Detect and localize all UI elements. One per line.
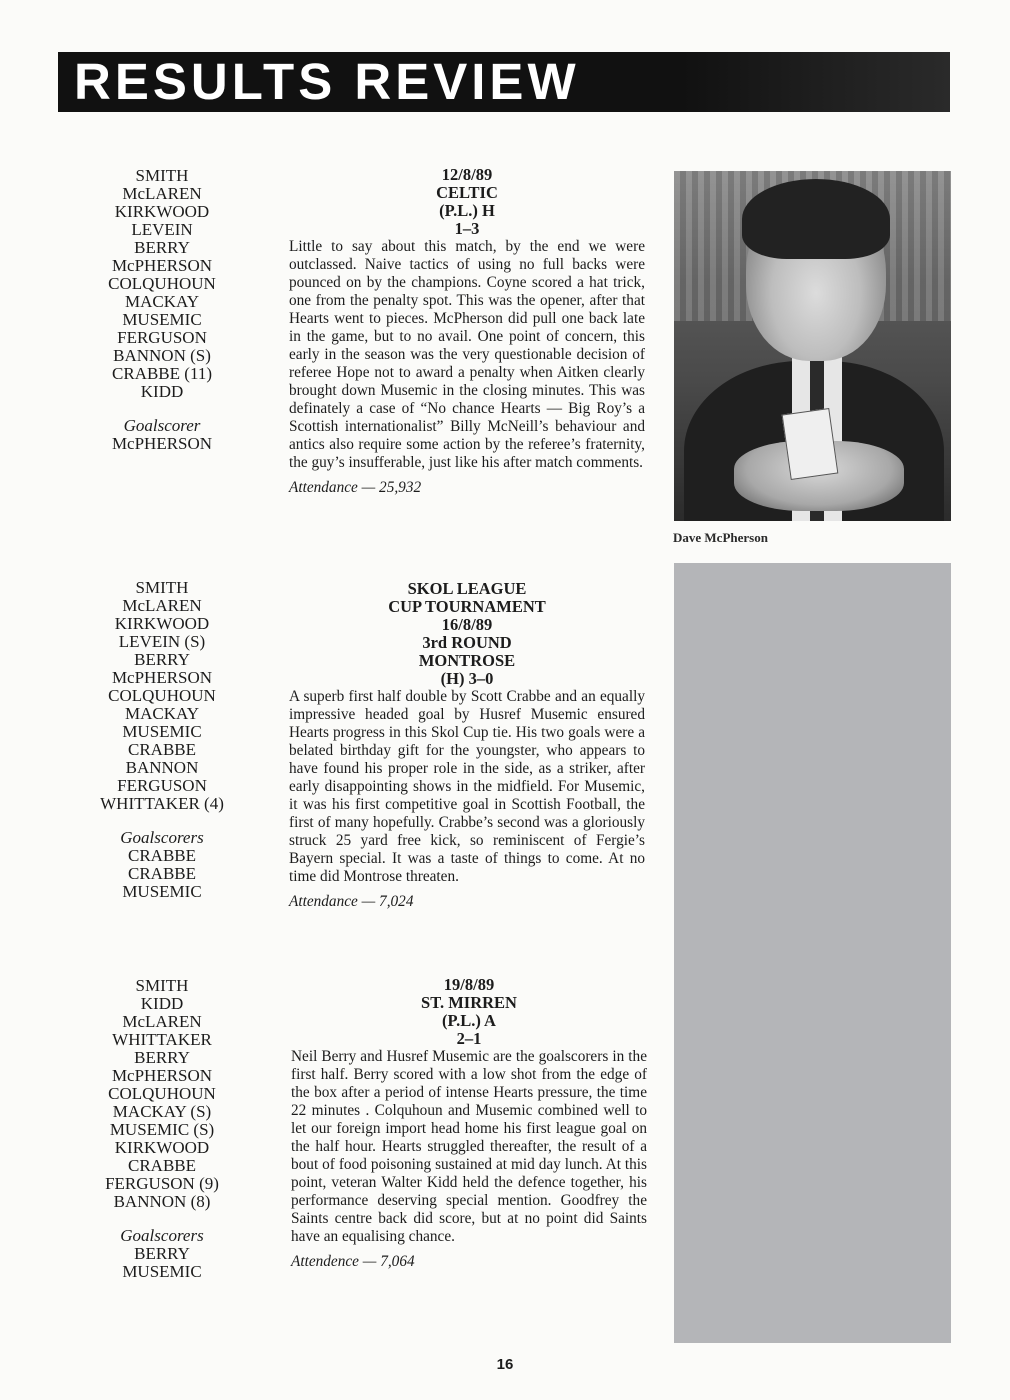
player-name: BANNON	[125, 758, 199, 777]
goalscorer-label: Goalscorers	[120, 1226, 204, 1245]
score: 1–3	[454, 219, 480, 238]
match-report	[291, 976, 647, 1271]
opponent: ST. MIRREN	[421, 993, 517, 1012]
player-name: FERGUSON	[117, 328, 207, 347]
player-name: MUSEMIC	[122, 310, 202, 329]
match-heading	[289, 580, 645, 688]
goalscorer-label: Goalscorers	[120, 828, 204, 847]
player-name: KIRKWOOD	[114, 1138, 210, 1157]
player-name: MACKAY	[124, 292, 199, 311]
match-report	[289, 166, 645, 497]
player-name: KIDD	[140, 382, 184, 401]
player-name: BERRY	[134, 650, 190, 669]
goalscorer-name: MUSEMIC	[122, 1262, 202, 1281]
page-number: 16	[496, 1356, 514, 1373]
report-text: Little to say about this match, by the end we were outclassed. Naive tactics of using no full backs were pounced on by the champions. Coyne scored a hat trick, one from the penalty spot. This was the opener, after that Hearts went to pieces. McPherson did pull one back late in the game, but to no avail. One point of concern, this early in the season was the very questionable decision of referee Hope not to award a penalty when Aitken clearly brought down Musemic in the closing minutes. This was definately a case of “No chance Hearts — Big Roy’s a Scottish internationalist” Billy McNeill’s behaviour and antics also require some action by the referee’s fraternity, the guy’s insufferable, just like his after match comments.	[289, 238, 645, 471]
player-name: KIDD	[140, 994, 184, 1013]
player-name: COLQUHOUN	[108, 1084, 216, 1103]
goalscorer-name: CRABBE	[127, 846, 197, 865]
player-name: McPHERSON	[111, 1066, 213, 1085]
goalscorer-name: McPHERSON	[111, 434, 213, 453]
player-name: SMITH	[135, 976, 189, 995]
venue-score: (H) 3–0	[440, 669, 494, 688]
player-name: LEVEIN	[131, 220, 193, 239]
player-name: BERRY	[134, 1048, 190, 1067]
player-name: FERGUSON	[117, 776, 207, 795]
competition-venue: (P.L.) H	[439, 201, 495, 220]
score: 2–1	[456, 1029, 482, 1048]
player-name: MUSEMIC	[122, 722, 202, 741]
report-text: A superb first half double by Scott Crabbe and an equally impressive headed goal by Husref Musemic ensured Hearts progress in this Skol Cup tie. His two goals were a belated birthday gift for the youngster, who appears to have found his proper role in the side, as a striker, after early disappointing shows in the midfield. For Musemic, it was his first competitive goal in Scottish Football, the first of many hopefully. Crabbe’s second was a gloriously struck 25 yard free kick, so reminiscent of Fergie’s Bayern special. It was a taste of things to come. At no time did Montrose threaten.	[289, 688, 645, 885]
competition-venue: (P.L.) A	[442, 1011, 496, 1030]
competition-name-2: CUP TOURNAMENT	[388, 597, 546, 616]
match-report	[289, 580, 645, 911]
player-name: McLAREN	[122, 596, 202, 615]
round: 3rd ROUND	[422, 633, 512, 652]
goalscorer-name: MUSEMIC	[122, 882, 202, 901]
player-name: CRABBE	[127, 1156, 197, 1175]
player-name: MUSEMIC (S)	[109, 1120, 215, 1139]
player-name: WHITTAKER	[112, 1030, 212, 1049]
player-name: BANNON (8)	[113, 1192, 211, 1211]
player-name: MACKAY (S)	[112, 1102, 212, 1121]
player-name: KIRKWOOD	[114, 202, 210, 221]
match-date: 19/8/89	[443, 975, 495, 994]
goalscorer-label: Goalscorer	[123, 416, 201, 435]
ticket-card-icon	[782, 408, 839, 480]
player-name: BERRY	[134, 238, 190, 257]
match-date: 12/8/89	[441, 165, 493, 184]
attendance: Attendance — 25,932	[289, 479, 422, 496]
lineup-block	[62, 167, 262, 453]
player-name: CRABBE	[127, 740, 197, 759]
report-text: Neil Berry and Husref Musemic are the goalscorers in the first half. Berry scored with a low shot from the edge of the box after a period of intense Hearts pressure, the time 22 minutes . Colquhoun and Musemic combined well to let our foreign import head home his first league goal on the half hour. Hearts struggled thereafter, the result of a bout of food poisoning sustained at mid day lunch. At this point, veteran Walter Kidd held the defence together, his performance deserving special mention. Goodfrey the Saints centre back did score, but at no point did Saints have an equalising chance.	[291, 1048, 647, 1245]
player-name: McLAREN	[122, 1012, 202, 1031]
player-name: COLQUHOUN	[108, 686, 216, 705]
match-heading	[289, 166, 645, 238]
match-date: 16/8/89	[441, 615, 493, 634]
player-name: FERGUSON (9)	[105, 1174, 219, 1193]
page-title: RESULTS REVIEW	[74, 53, 580, 110]
lineup-block	[62, 579, 262, 901]
player-name: COLQUHOUN	[108, 274, 216, 293]
player-name: McPHERSON	[111, 256, 213, 275]
goalscorer-name: CRABBE	[127, 864, 197, 883]
title-banner	[58, 52, 950, 112]
player-photo	[674, 171, 951, 521]
opponent: CELTIC	[436, 183, 498, 202]
photo-caption: Dave McPherson	[673, 530, 768, 545]
match-heading	[291, 976, 647, 1048]
player-name: BANNON (S)	[113, 346, 211, 365]
player-name: McLAREN	[122, 184, 202, 203]
lineup-block	[62, 977, 262, 1281]
player-name: MACKAY	[124, 704, 199, 723]
player-name: KIRKWOOD	[114, 614, 210, 633]
attendance: Attendence — 7,064	[291, 1253, 415, 1270]
competition-name: SKOL LEAGUE	[407, 579, 527, 598]
goalscorer-name: BERRY	[134, 1244, 190, 1263]
player-name: SMITH	[135, 166, 189, 185]
grey-panel	[674, 563, 951, 1343]
player-name: CRABBE (11)	[112, 364, 212, 383]
player-name: McPHERSON	[111, 668, 213, 687]
player-name: SMITH	[135, 578, 189, 597]
attendance: Attendance — 7,024	[289, 893, 414, 910]
opponent: MONTROSE	[418, 651, 516, 670]
player-name: LEVEIN (S)	[118, 632, 206, 651]
player-name: WHITTAKER (4)	[100, 794, 224, 813]
